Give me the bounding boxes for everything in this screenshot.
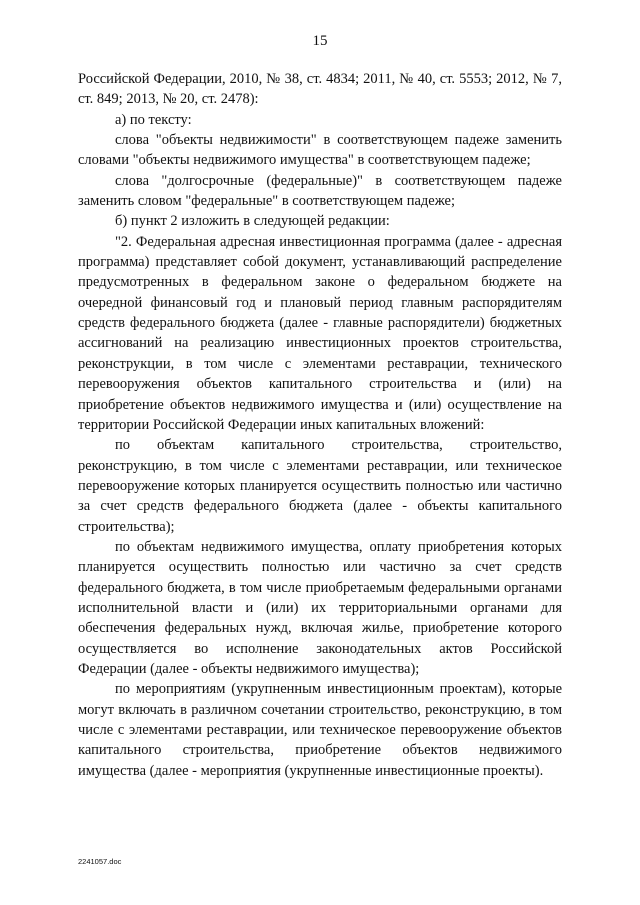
paragraph-item-b: б) пункт 2 изложить в следующей редакции:: [115, 213, 390, 230]
paragraph-replace-longterm: слова "долгосрочные (федеральные)" в соответствующем падеже заменить словом "федеральные" в соответствующем падеже;: [78, 172, 562, 210]
paragraph-replace-real-estate: слова "объекты недвижимости" в соответствующем падеже заменить словами "объекты недвижимого имущества" в соответствующем падеже;: [78, 132, 562, 169]
paragraph-citation-continuation: Российской Федерации, 2010, № 38, ст. 4834; 2011, № 40, ст. 5553; 2012, № 7, ст. 849; 2013, № 20, ст. 2478):: [78, 71, 562, 108]
paragraph-item-a: а) по тексту:: [115, 111, 192, 128]
page-number: 15: [312, 33, 328, 49]
paragraph-real-estate-objects: по объектам недвижимого имущества, оплату приобретения которых планируется осуществить полностью или частично за счет средств федерального бюджета, в том числе приобретаемым федеральными органами исполнительной власти и (или) их территориальными органами для обеспечения федеральных нужд, включая жилье, приобретение которого осуществляется во исполнение законодательных актов Российской Федерации (далее - объекты недвижимого имущества);: [78, 538, 562, 677]
footer-filename: 2241057.doc: [78, 857, 122, 866]
document-body: [78, 69, 562, 781]
paragraph-point-2: "2. Федеральная адресная инвестиционная программа (далее - адресная программа) представляет собой документ, устанавливающий распределение предусмотренных в федеральном законе о федеральном бюджете на очередной финансовый год и плановый период главным распорядителям средств федерального бюджета (далее - главные распорядители) бюджетных ассигнований на реализацию инвестиционных проектов строительства, реконструкции, в том числе с элементами реставрации, технического перевооружения объектов капитального строительства и (или) на приобретение объектов недвижимого имущества и (или) осуществление на территории Российской Федерации иных капитальных вложений:: [78, 233, 562, 433]
paragraph-measures: по мероприятиям (укрупненным инвестиционным проектам), которые могут включать в различном сочетании строительство, реконструкцию, в том числе с элементами реставрации, или техническое перевооружение объектов капитального строительства, приобретение объектов недвижимого имущества (далее - мероприятия (укрупненные инвестиционные проекты).: [78, 681, 562, 779]
paragraph-capital-construction: по объектам капитального строительства, строительство, реконструкцию, в том числе с элементами реставрации, или техническое перевооружение которых планируется осуществить полностью или частично за счет средств федерального бюджета (далее - объекты капитального строительства);: [78, 437, 562, 535]
